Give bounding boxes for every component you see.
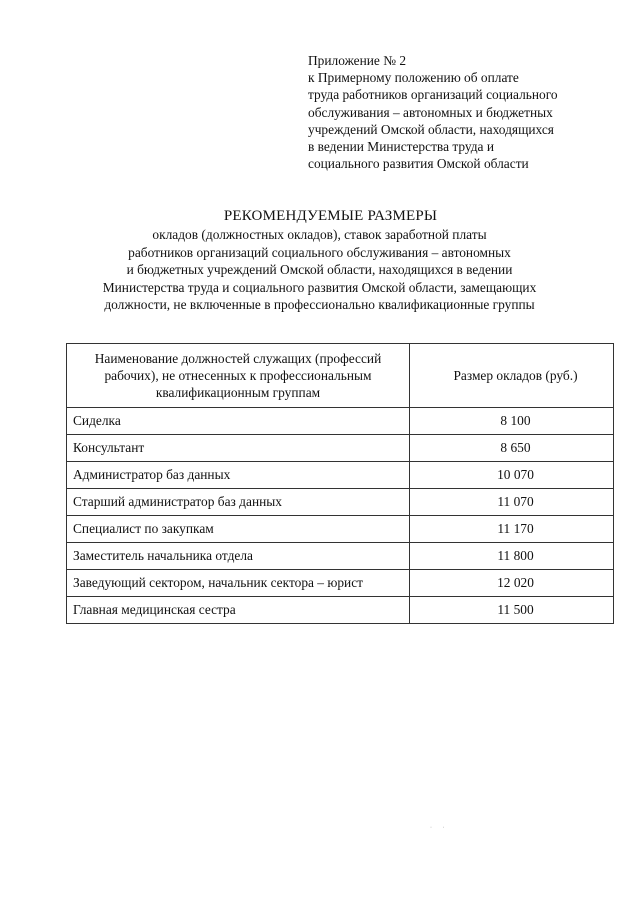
cell-salary — [410, 408, 614, 435]
salary-value: 11 070 — [497, 494, 534, 509]
salary-table — [66, 343, 614, 624]
title-main: РЕКОМЕНДУЕМЫЕ РАЗМЕРЫ — [223, 208, 438, 224]
table-row — [67, 570, 614, 597]
cell-salary — [410, 543, 614, 570]
cell-salary — [410, 597, 614, 624]
table-row — [67, 489, 614, 516]
appendix-line: обслуживания – автономных и бюджетных — [308, 104, 553, 120]
appendix-line: учреждений Омской области, находящихся — [308, 121, 554, 137]
header-salary — [410, 344, 614, 408]
header-salary-text: Размер окладов (руб.) — [453, 368, 578, 383]
scan-specks: · · — [430, 825, 445, 831]
subtitle-line: Министерства труда и социального развития Омской области, замещающих — [102, 279, 537, 295]
table-row — [67, 516, 614, 543]
cell-position: Специалист по закупкам — [67, 516, 410, 543]
cell-position: Старший администратор баз данных — [67, 489, 410, 516]
table-row — [67, 597, 614, 624]
subtitle-line: окладов (должностных окладов), ставок заработной платы — [152, 227, 487, 242]
subtitle-line: работников организаций социального обслуживания – автономных — [128, 244, 511, 260]
table-header-row — [67, 344, 614, 408]
appendix-line: труда работников организаций социального — [308, 87, 558, 103]
cell-salary — [410, 489, 614, 516]
cell-position: Главная медицинская сестра — [67, 597, 410, 624]
cell-position: Администратор баз данных — [67, 462, 410, 489]
salary-value: 10 070 — [497, 467, 534, 482]
salary-value: 8 100 — [500, 413, 531, 428]
cell-position: Заместитель начальника отдела — [67, 543, 410, 570]
appendix-line: социального развития Омской области — [308, 156, 529, 172]
table-row — [67, 408, 614, 435]
salary-value: 12 020 — [497, 575, 534, 590]
appendix-note — [308, 52, 628, 172]
document-title — [0, 206, 639, 314]
table-row — [67, 462, 614, 489]
table-row — [67, 435, 614, 462]
appendix-line: Приложение № 2 — [308, 53, 407, 68]
cell-position: Заведующий сектором, начальник сектора – юрист — [67, 570, 410, 597]
cell-salary — [410, 570, 614, 597]
appendix-line: к Примерному положению об оплате — [308, 70, 519, 86]
subtitle-line: и бюджетных учреждений Омской области, находящихся в ведении — [126, 262, 513, 278]
table-row — [67, 543, 614, 570]
cell-salary — [410, 462, 614, 489]
title-subtitle — [0, 226, 639, 314]
salary-value: 11 800 — [497, 548, 534, 563]
cell-position: Сиделка — [67, 408, 410, 435]
appendix-line: в ведении Министерства труда и — [308, 139, 495, 155]
header-position: Наименование должностей служащих (профессий рабочих), не отнесенных к профессиональным квалификационным группам — [67, 344, 410, 408]
cell-salary — [410, 516, 614, 543]
salary-value: 8 650 — [500, 440, 531, 455]
salary-value: 11 500 — [497, 602, 534, 617]
cell-position: Консультант — [67, 435, 410, 462]
subtitle-line: должности, не включенные в профессионально квалификационные группы — [104, 297, 535, 313]
salary-value: 11 170 — [497, 521, 534, 536]
cell-salary — [410, 435, 614, 462]
